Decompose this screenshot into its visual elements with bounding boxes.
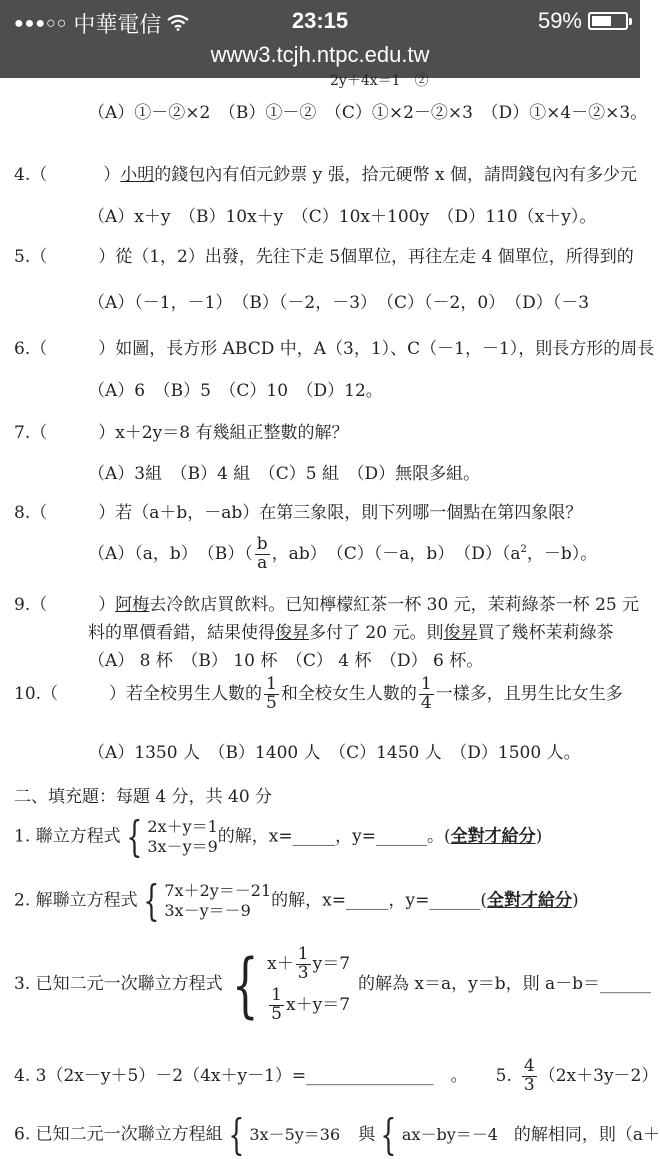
f3-brace: { — [231, 943, 259, 1026]
f6-eq2: ax－by＝－4 — [401, 1125, 498, 1144]
f5-fraction — [522, 1058, 537, 1095]
battery-area — [538, 8, 628, 34]
f1-brace: { — [125, 812, 143, 861]
q5-options: （A）（－1，－1） （B）（－2，－3） （C）（－2，0） （D）（－3 — [88, 293, 590, 313]
f3-f1-num: 1 — [297, 944, 309, 964]
f6-mid: 與 — [358, 1124, 376, 1145]
f2-eq2: 3x－y＝－9 — [164, 901, 251, 920]
question-4 — [14, 160, 637, 185]
f2-brace: { — [142, 876, 160, 925]
fill-2 — [14, 876, 579, 925]
battery-icon — [588, 12, 628, 30]
question-10 — [14, 676, 623, 713]
q8-fraction — [255, 536, 270, 573]
address-bar-url[interactable]: www3.tcjh.ntpc.edu.tw — [210, 42, 430, 67]
f5-expr: （2x＋3y－2） — [538, 1065, 659, 1086]
f2-note: 全對才給分 — [486, 890, 572, 911]
f2-end: ) — [571, 890, 579, 911]
q10-f2-num: 1 — [420, 674, 432, 694]
q9-text-1: 去冷飲店買飲料。已知檸檬紅茶一杯 30 元，茉莉綠茶一杯 25 元 — [149, 595, 640, 615]
question-8: 8.（ ）若（a＋b，－ab）在第三象限，則下列哪一個點在第四象限？ — [14, 503, 583, 523]
f3-e1-b: y＝7 — [312, 953, 351, 974]
f3-f1-den: 3 — [297, 962, 309, 983]
question-5: 5.（ ）從（1，2）出發，先往下走 5個單位，再往左走 4 個單位，所得到的 — [14, 247, 634, 267]
f3-frac-2 — [269, 984, 284, 1024]
f1-tail: 的解，x=_____，y=______。( — [217, 826, 451, 847]
f6-eq1: 3x－5y＝36 — [249, 1125, 341, 1144]
q9-number: 9.（ ） — [14, 595, 116, 615]
f6-tail: 的解相同，則（a＋ — [513, 1124, 660, 1145]
document-page[interactable] — [0, 73, 660, 1159]
q8-opt-rest: ，ab） （C）（－a，b） （D）（a — [271, 543, 521, 564]
q8-opt-end: ，－b）。 — [526, 543, 598, 564]
f3-head: 3. 已知二元一次聯立方程式 — [14, 974, 223, 995]
f3-frac-1 — [296, 946, 311, 983]
f3-e1-a: x＋ — [267, 953, 294, 974]
q9-name-1: 阿梅 — [115, 595, 150, 615]
clock: 23:15 — [291, 8, 349, 33]
f3-tail: 的解為 x＝a，y＝b，則 a－b＝______ — [358, 974, 652, 995]
f5-den: 3 — [523, 1074, 535, 1095]
q9-text-2c: 買了幾杯茉莉綠茶 — [477, 623, 614, 643]
q4-text: 的錢包內有佰元鈔票 y 張，拾元硬幣 x 個，請問錢包內有多少元 — [154, 165, 638, 185]
f1-eq2: 3x－y＝9 — [147, 837, 218, 856]
q6-options: （A）6 （B）5 （C）10 （D）12。 — [88, 381, 383, 401]
q8-frac-num: b — [256, 534, 268, 554]
f3-f2-den: 5 — [271, 1003, 282, 1024]
q10-options: （A）1350 人 （B）1400 人 （C）1450 人 （D）1500 人。 — [88, 743, 581, 763]
q9-text-2b: 多付了 20 元。則 — [309, 623, 444, 643]
fill-6 — [14, 1110, 660, 1159]
q10-fraction-1 — [264, 676, 279, 713]
f3-e2-b: x＋y＝7 — [286, 994, 351, 1015]
section-2-heading: 二、填充題：每題 4 分，共 40 分 — [14, 787, 273, 807]
q10-f1-num: 1 — [266, 674, 277, 694]
q10-tail: 一樣多，且男生比女生多 — [435, 683, 623, 704]
q4-blank — [47, 165, 81, 185]
q7-options: （A）3組 （B）4 組 （C）5 組 （D）無限多組。 — [88, 464, 481, 484]
q4-number: 4.（ — [14, 165, 48, 185]
fill-3 — [14, 943, 652, 1026]
q9-name-3: 俊昇 — [443, 623, 478, 643]
q8-opt-a: （A）（a，b） （B）（ — [88, 543, 253, 564]
battery-level — [592, 16, 611, 26]
q4-name: 小明 — [120, 165, 155, 185]
q10-f1-den: 5 — [266, 692, 277, 713]
q8-superscript: 2 — [520, 544, 527, 556]
q10-f2-den: 4 — [420, 692, 432, 713]
f6-head: 6. 已知二元一次聯立方程組 — [14, 1124, 223, 1145]
q9-options: （A） 8 杯 （B） 10 杯 （C） 4 杯 （D） 6 杯。 — [88, 651, 484, 671]
q4-options: （A）x＋y （B）10x＋y （C）10x＋100y （D）110（x＋y）。 — [88, 207, 597, 227]
f3-eq1 — [267, 946, 350, 983]
f1-system — [147, 817, 217, 857]
q9-name-2: 俊昇 — [275, 623, 309, 643]
q10-mid: 和全校女生人數的 — [280, 683, 417, 704]
f3-system — [267, 946, 350, 1023]
f1-eq1: 2x＋y＝1 — [147, 817, 218, 836]
f4-text: 4. 3（2x－y＋5）－2（4x＋y－1）=_______________ 。 — [14, 1065, 468, 1086]
q9-line-2 — [88, 618, 613, 643]
q10-fraction-2 — [419, 676, 434, 713]
f1-head: 1. 聯立方程式 — [14, 826, 121, 847]
f5-num: 4 — [523, 1056, 535, 1076]
f1-end: ) — [535, 826, 543, 847]
fill-1 — [14, 812, 543, 861]
f3-eq2 — [267, 984, 351, 1024]
fill-4 — [14, 1058, 658, 1095]
question-9 — [14, 590, 639, 615]
q8-frac-den: a — [257, 552, 268, 573]
status-bar — [0, 0, 640, 78]
question-6: 6.（ ）如圖，長方形 ABCD 中，A（3，1）、C（－1，－1），則長方形的周長 — [14, 339, 655, 359]
f2-head: 2. 解聯立方程式 — [14, 890, 138, 911]
q10-head: 10.（ ）若全校男生人數的 — [14, 683, 263, 704]
f5-number: 5. — [495, 1065, 512, 1086]
f2-system — [164, 881, 271, 921]
q8-options — [88, 536, 597, 573]
f2-eq1: 7x＋2y＝－21 — [164, 881, 272, 900]
f3-f2-num: 1 — [271, 984, 282, 1005]
carrier-name: 中華電信 — [73, 12, 162, 37]
f6-brace-2: { — [380, 1110, 397, 1159]
q4-close: ） — [103, 165, 121, 185]
f2-tail: 的解，x=_____，y=______( — [271, 890, 487, 911]
q9-text-2a: 料的單價看錯，結果使得 — [88, 623, 275, 643]
cut-off-equation: 2y＋4x＝1 ② — [330, 73, 429, 89]
f6-brace-1: { — [227, 1110, 245, 1159]
q3-options: （A）①－②×2 （B）①－② （C）①×2－②×3 （D）①×4－②×3。 — [88, 103, 648, 123]
signal-icon: ●●●○○ — [14, 14, 68, 32]
battery-percent: 59% — [537, 8, 582, 33]
question-7: 7.（ ）x＋2y＝8 有幾組正整數的解？ — [14, 423, 349, 443]
f1-note: 全對才給分 — [450, 826, 536, 847]
